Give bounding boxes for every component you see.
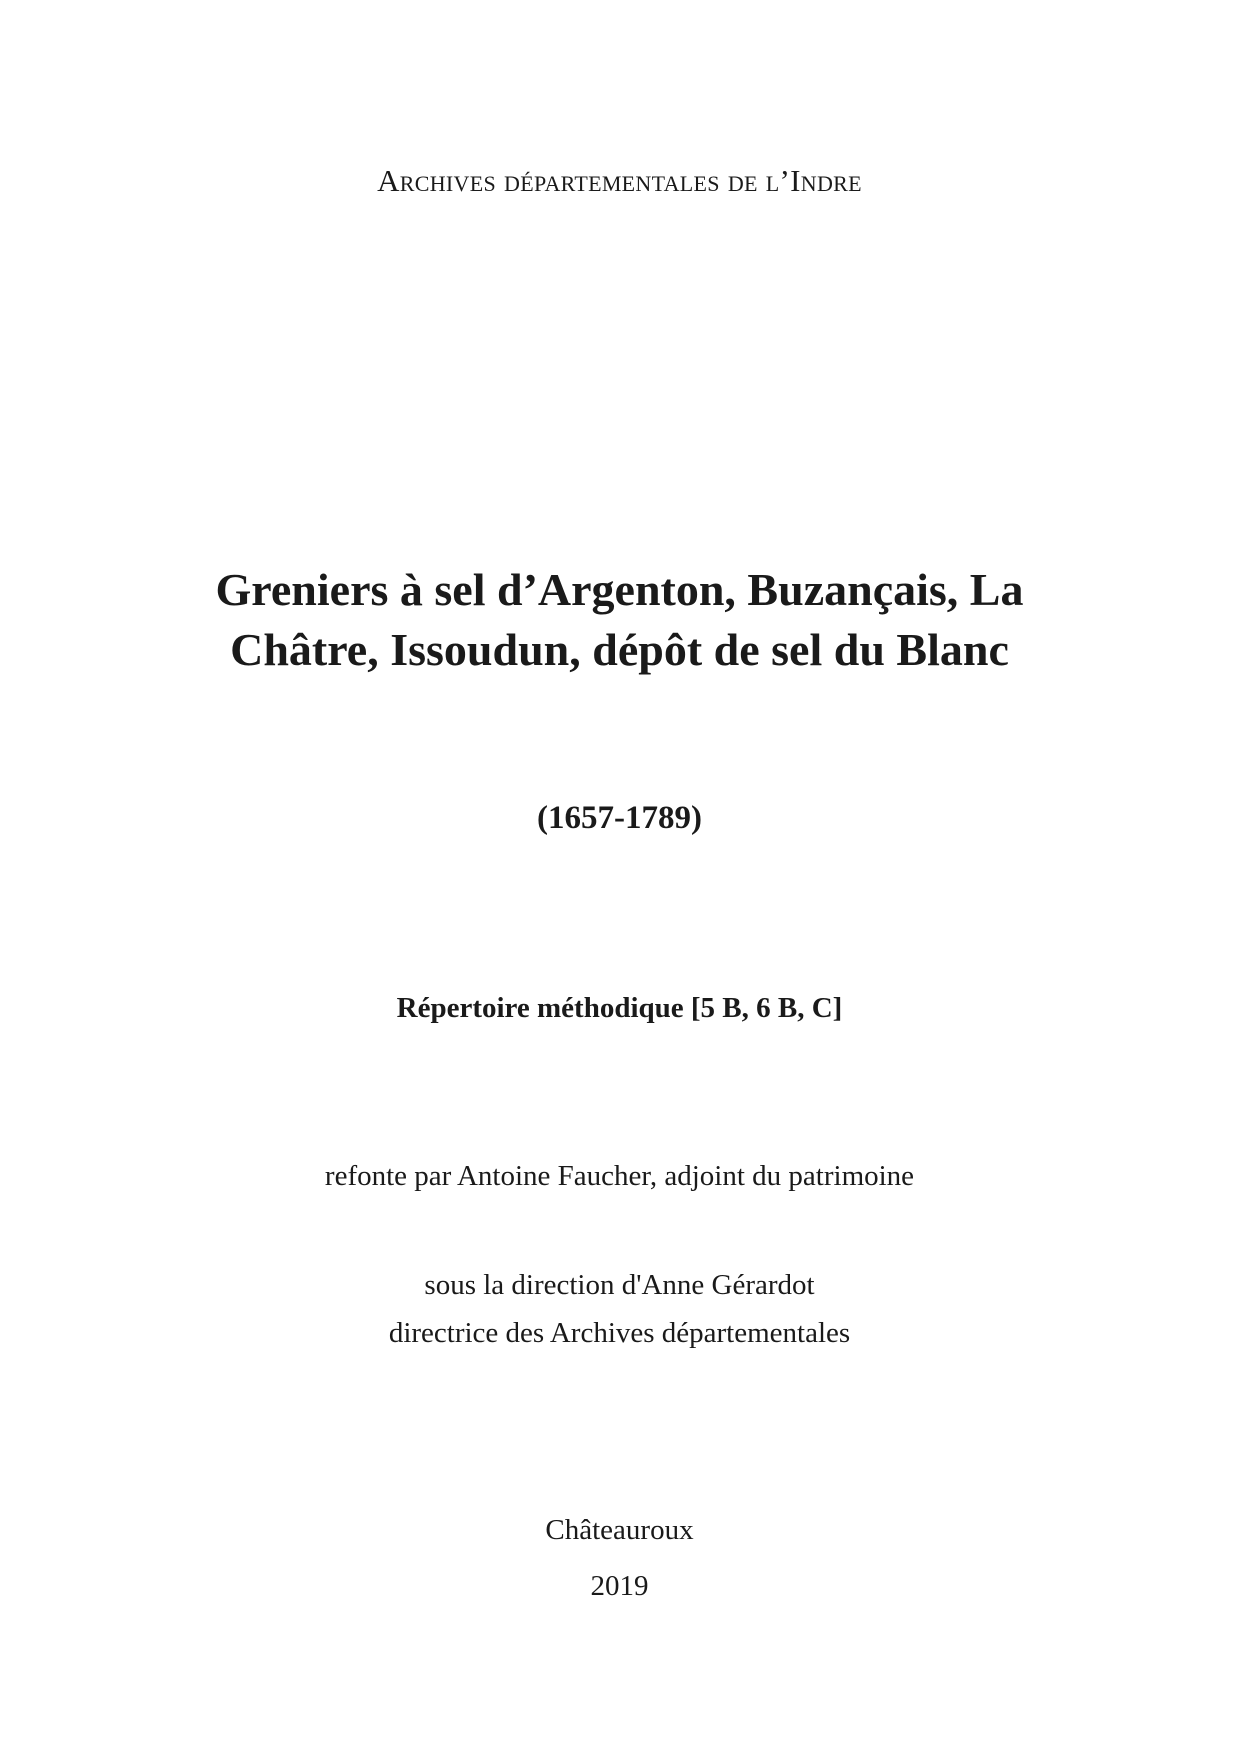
document-title-line-2: Châtre, Issoudun, dépôt de sel du Blanc — [230, 624, 1009, 675]
document-title-line-1: Greniers à sel d’Argenton, Buzançais, La — [215, 564, 1024, 615]
document-title — [0, 560, 1239, 680]
date-range: (1657-1789) — [537, 800, 702, 836]
direction-credit-line-2: directrice des Archives départementales — [388, 1317, 851, 1349]
direction-credit — [0, 1261, 1239, 1357]
author-credit: refonte par Antoine Faucher, adjoint du patrimoine — [324, 1160, 915, 1192]
imprint-year: 2019 — [590, 1570, 649, 1602]
organization-heading: Archives départementales de l’Indre — [377, 163, 862, 198]
imprint-place: Châteauroux — [545, 1514, 694, 1546]
direction-credit-line-1: sous la direction d'Anne Gérardot — [424, 1269, 815, 1301]
document-subtitle: Répertoire méthodique [5 B, 6 B, C] — [396, 992, 843, 1024]
imprint — [0, 1502, 1239, 1614]
